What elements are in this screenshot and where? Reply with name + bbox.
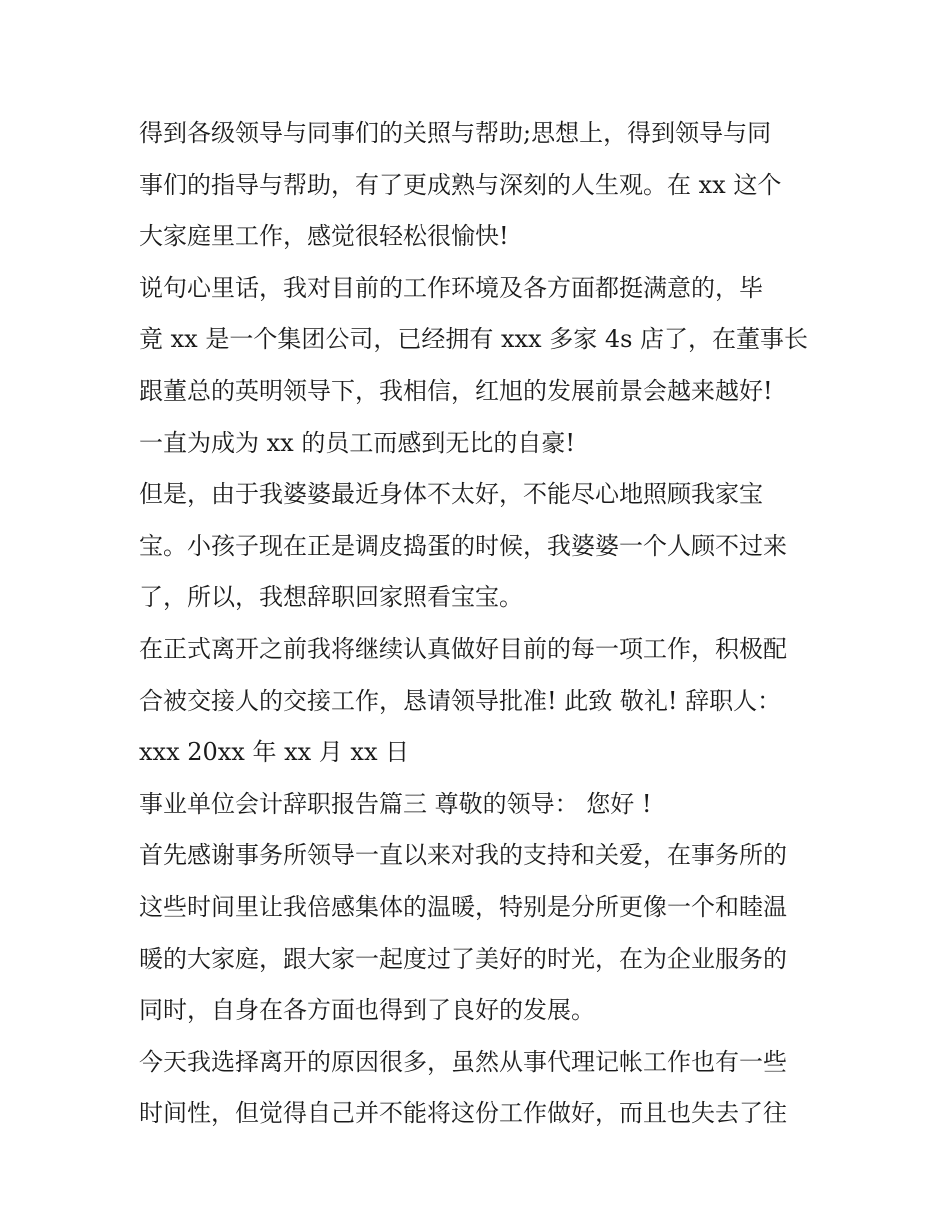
text-line: 跟董总的英明领导下，我相信，红旭的发展前景会越来越好! [139,376,773,405]
text-line: 在正式离开之前我将继续认真做好目前的每一项工作，积极配 [139,634,787,663]
text-line: 大家庭里工作，感觉很轻松很愉快! [139,222,509,251]
text-line: 但是，由于我婆婆最近身体不太好，不能尽心地照顾我家宝 [139,480,763,509]
text-line: 合被交接人的交接工作，恳请领导批准! 此致 敬礼! 辞职人： [139,686,782,715]
section-heading: 事业单位会计辞职报告篇三 尊敬的领导： 您好 ! [139,789,652,818]
text-line: 说句心里话，我对目前的工作环境及各方面都挺满意的，毕 [139,273,763,302]
document-body [139,108,829,1140]
text-line: 暖的大家庭，跟大家一起度过了美好的时光，在为企业服务的 [139,944,787,973]
text-line: 同时，自身在各方面也得到了良好的发展。 [139,996,595,1025]
text-line: 竟 xx 是一个集团公司，已经拥有 xxx 多家 4s 店了，在董事长 [139,325,809,354]
text-line: 一直为成为 xx 的员工而感到无比的自豪! [139,428,575,457]
text-line: 这些时间里让我倍感集体的温暖，特别是分所更像一个和睦温 [139,892,787,921]
text-line: 了，所以，我想辞职回家照看宝宝。 [139,583,523,612]
text-line: 今天我选择离开的原因很多，虽然从事代理记帐工作也有一些 [139,1047,787,1076]
text-line: xxx 20xx 年 xx 月 xx 日 [139,738,410,767]
text-line: 得到各级领导与同事们的关照与帮助;思想上，得到领导与同 [139,119,772,147]
text-line: 首先感谢事务所领导一直以来对我的支持和关爱，在事务所的 [139,841,787,870]
text-line: 时间性，但觉得自己并不能将这份工作做好，而且也失去了往 [139,1099,787,1128]
text-line: 宝。小孩子现在正是调皮捣蛋的时候，我婆婆一个人顾不过来 [139,531,787,560]
text-line: 事们的指导与帮助，有了更成熟与深刻的人生观。在 xx 这个 [139,170,782,199]
